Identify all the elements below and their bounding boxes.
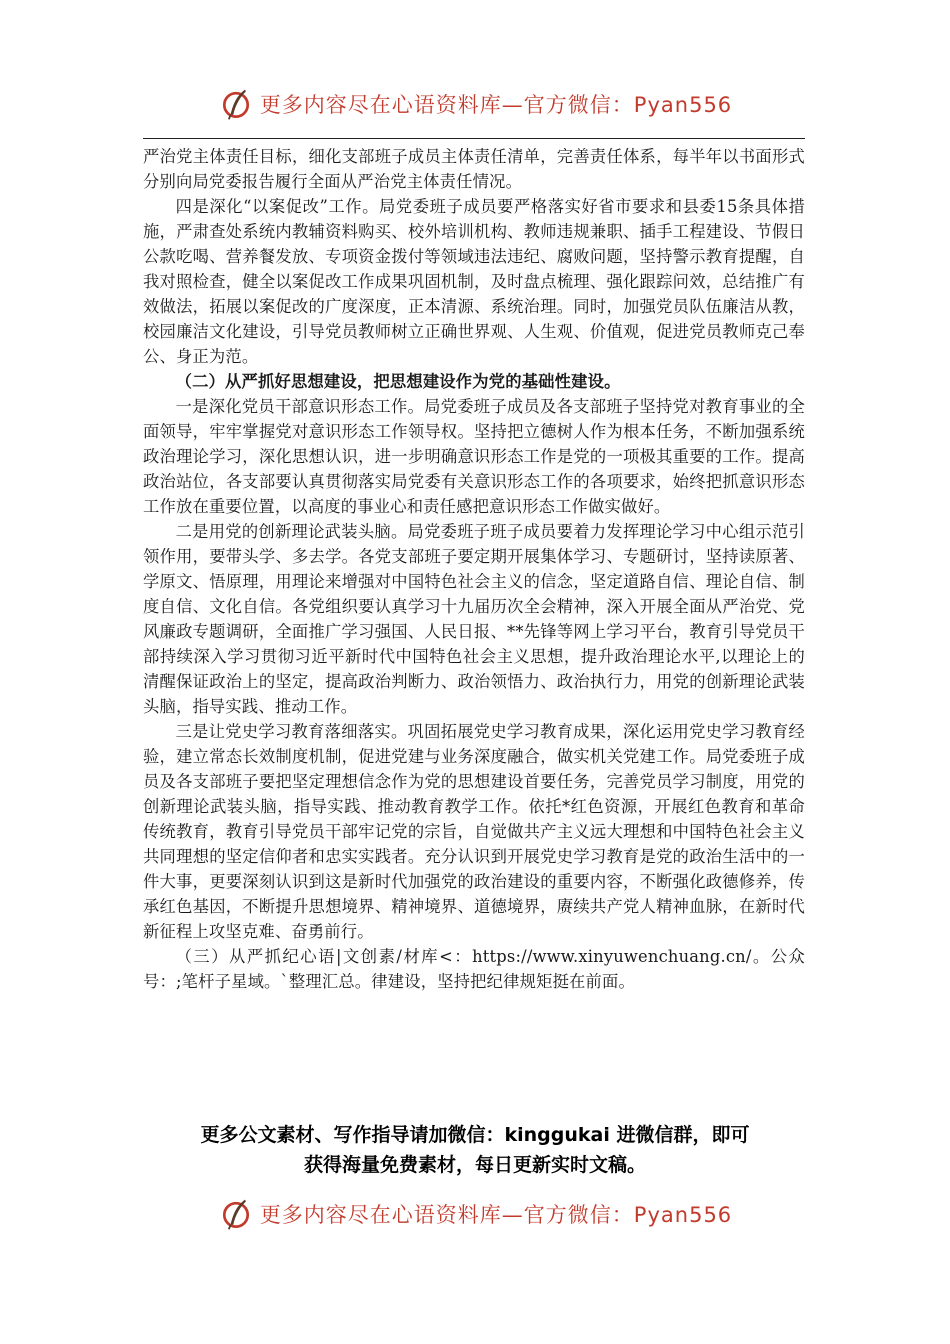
footer-banner-text: 更多内容尽在心语资料库—官方微信：Pyan556 — [259, 1203, 733, 1227]
section-heading: （二）从严抓好思想建设，把思想建设作为党的基础性建设。 — [175, 372, 621, 391]
paragraph: 三是让党史学习教育落细落实。巩固拓展党史学习教育成果，深化运用党史学习教育经验，建立常态长效制度机制，促进党建与业务深度融合，做实机关党建工作。局党委班子成员及各支部班子要把坚定理想信念作为党的思想建设首要任务，完善党员学习制度，用党的创新理论武装头脑，指导实践、推动教育教学工作。依托*红色资源，开展红色教育和革命传统教育，教育引导党员干部牢记党的宗旨，自觉做共产主义远大理想和中国特色社会主义共同理想的坚定信仰者和忠实实践者。充分认识到开展党史学习教育是党的政治生活中的一件大事，更要深刻认识到这是新时代加强党的政治建设的重要内容，不断强化政德修养，传承红色基因，不断提升思想境界、精神境界、道德境界，赓续共产党人精神血脉，在新时代新征程上攻坚克难、奋勇前行。 — [143, 722, 805, 941]
paragraph: 严治党主体责任目标，细化支部班子成员主体责任清单，完善责任体系，每半年以书面形式分别向局党委报告履行全面从严治党主体责任情况。 — [143, 147, 805, 191]
promo-line-1: 更多公文素材、写作指导请加微信：kinggukai 进微信群，即可 — [200, 1124, 750, 1146]
promo-line-2: 获得海量免费素材，每日更新实时文稿。 — [303, 1154, 646, 1176]
document-body — [143, 144, 805, 994]
header-banner — [0, 84, 950, 124]
paragraph: （三）从严抓纪心语|文创素/材库<：https://www.xinyuwenchuang.cn/。公众号：;笔杆子星域。`整理汇总。律建设，坚持把纪律规矩挺在前面。 — [143, 947, 805, 991]
paragraph: 四是深化“以案促改”工作。局党委班子成员要严格落实好省市要求和县委15条具体措施，严肃查处系统内教辅资料购买、校外培训机构、教师违规兼职、插手工程建设、节假日公款吃喝、营养餐发放、专项资金拨付等领域违法违纪、腐败问题，坚持警示教育提醒，自我对照检查，健全以案促改工作成果巩固机制，及时盘点梳理、强化跟踪问效，总结推广有效做法，拓展以案促改的广度深度，正本清源、系统治理。同时，加强党员队伍廉洁从教，校园廉洁文化建设，引导党员教师树立正确世界观、人生观、价值观，促进党员教师克己奉公、身正为范。 — [143, 197, 805, 366]
quill-pen-logo-icon — [218, 1196, 254, 1232]
quill-pen-logo-icon — [218, 86, 254, 122]
paragraph: 一是深化党员干部意识形态工作。局党委班子成员及各支部班子坚持党对教育事业的全面领导，牢牢掌握党对意识形态工作领导权。坚持把立德树人作为根本任务，不断加强系统政治理论学习，深化思想认识，进一步明确意识形态工作是党的一项极其重要的工作。提高政治站位，各支部要认真贯彻落实局党委有关意识形态工作的各项要求，始终把抓意识形态工作放在重要位置，以高度的事业心和责任感把意识形态工作做实做好。 — [143, 397, 805, 516]
paragraph: 二是用党的创新理论武装头脑。局党委班子班子成员要着力发挥理论学习中心组示范引领作用，要带头学、多去学。各党支部班子要定期开展集体学习、专题研讨，坚持读原著、学原文、悟原理，用理论来增强对中国特色社会主义的信念，坚定道路自信、理论自信、制度自信、文化自信。各党组织要认真学习十九届历次全会精神，深入开展全面从严治党、党风廉政专题调研，全面推广学习强国、人民日报、**先锋等网上学习平台，教育引导党员干部持续深入学习贯彻习近平新时代中国特色社会主义思想，提升政治理论水平,以理论上的清醒保证政治上的坚定，提高政治判断力、政治领悟力、政治执行力，用党的创新理论武装头脑，指导实践、推动工作。 — [143, 522, 805, 716]
footer-banner — [0, 1194, 950, 1234]
promo-notice — [120, 1120, 830, 1180]
header-banner-text: 更多内容尽在心语资料库—官方微信：Pyan556 — [259, 93, 733, 117]
header-divider — [143, 138, 805, 139]
